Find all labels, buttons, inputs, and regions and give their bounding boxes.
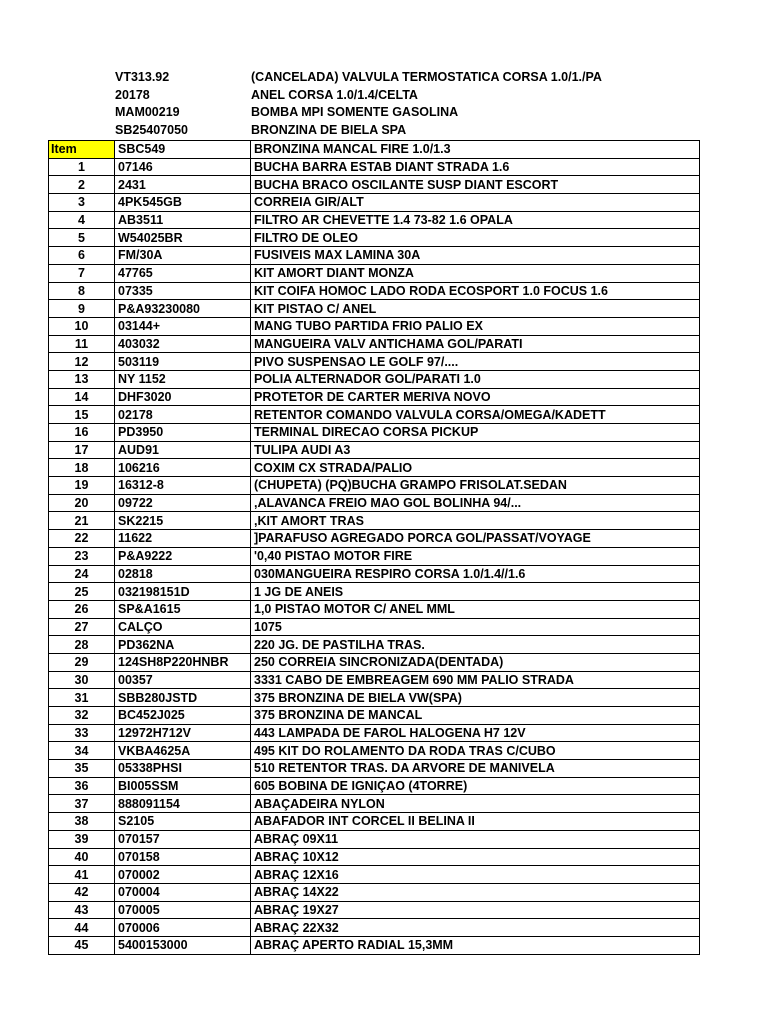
table-row xyxy=(49,919,700,937)
item-number: 4 xyxy=(49,211,115,229)
item-number: 18 xyxy=(49,459,115,477)
part-code: 20178 xyxy=(115,87,150,102)
part-code: CALÇO xyxy=(115,618,251,636)
table-row xyxy=(49,830,700,848)
item-column-header: Item xyxy=(49,141,115,159)
part-code: 032198151D xyxy=(115,583,251,601)
item-number: 27 xyxy=(49,618,115,636)
table-row xyxy=(49,406,700,424)
table-row xyxy=(49,671,700,689)
part-code: BI005SSM xyxy=(115,777,251,795)
table-row xyxy=(49,211,700,229)
item-number: 30 xyxy=(49,671,115,689)
part-description: COXIM CX STRADA/PALIO xyxy=(251,459,700,477)
item-number: 13 xyxy=(49,370,115,388)
table-row xyxy=(49,388,700,406)
part-code: 070004 xyxy=(115,883,251,901)
part-description: 375 BRONZINA DE BIELA VW(SPA) xyxy=(251,689,700,707)
table-row xyxy=(49,317,700,335)
part-code: SBB280JSTD xyxy=(115,689,251,707)
table-row xyxy=(49,229,700,247)
item-number: 32 xyxy=(49,707,115,725)
table-row xyxy=(49,477,700,495)
part-description: ,KIT AMORT TRAS xyxy=(251,512,700,530)
part-description: ABRAÇ 19X27 xyxy=(251,901,700,919)
item-number: 17 xyxy=(49,441,115,459)
table-row xyxy=(49,247,700,265)
part-description: MANGUEIRA VALV ANTICHAMA GOL/PARATI xyxy=(251,335,700,353)
part-description: POLIA ALTERNADOR GOL/PARATI 1.0 xyxy=(251,370,700,388)
part-description: RETENTOR COMANDO VALVULA CORSA/OMEGA/KADETT xyxy=(251,406,700,424)
part-description: (CHUPETA) (PQ)BUCHA GRAMPO FRISOLAT.SEDAN xyxy=(251,477,700,495)
part-code: VT313.92 xyxy=(115,70,170,84)
table-row xyxy=(49,494,700,512)
part-description: '0,40 PISTAO MOTOR FIRE xyxy=(251,547,700,565)
item-number: 44 xyxy=(49,919,115,937)
part-code: 07335 xyxy=(115,282,251,300)
table-row xyxy=(49,353,700,371)
part-description: BUCHA BRACO OSCILANTE SUSP DIANT ESCORT xyxy=(251,176,700,194)
part-description: PIVO SUSPENSAO LE GOLF 97/.... xyxy=(251,353,700,371)
part-code: 070157 xyxy=(115,830,251,848)
table-row xyxy=(49,459,700,477)
table-row xyxy=(49,901,700,919)
part-description: FILTRO AR CHEVETTE 1.4 73-82 1.6 OPALA xyxy=(251,211,700,229)
item-number: 42 xyxy=(49,883,115,901)
item-number: 22 xyxy=(49,530,115,548)
part-description: FILTRO DE OLEO xyxy=(251,229,700,247)
item-number: 1 xyxy=(49,158,115,176)
table-row xyxy=(49,547,700,565)
part-description: ABAFADOR INT CORCEL II BELINA II xyxy=(251,813,700,831)
part-code: AUD91 xyxy=(115,441,251,459)
item-number: 39 xyxy=(49,830,115,848)
item-number: 10 xyxy=(49,317,115,335)
item-number: 43 xyxy=(49,901,115,919)
item-number: 21 xyxy=(49,512,115,530)
item-number: 38 xyxy=(49,813,115,831)
item-number: 33 xyxy=(49,724,115,742)
part-code: 070006 xyxy=(115,919,251,937)
part-description: TULIPA AUDI A3 xyxy=(251,441,700,459)
item-number: 24 xyxy=(49,565,115,583)
item-number: 2 xyxy=(49,176,115,194)
table-row xyxy=(49,424,700,442)
item-number: 37 xyxy=(49,795,115,813)
item-number: 7 xyxy=(49,264,115,282)
part-code: 11622 xyxy=(115,530,251,548)
item-number: 34 xyxy=(49,742,115,760)
part-description: 375 BRONZINA DE MANCAL xyxy=(251,707,700,725)
part-description: ]PARAFUSO AGREGADO PORCA GOL/PASSAT/VOYAGE xyxy=(251,530,700,548)
part-description: ABRAÇ 12X16 xyxy=(251,866,700,884)
part-code: 4PK545GB xyxy=(115,194,251,212)
table-row xyxy=(49,883,700,901)
table-row xyxy=(49,158,700,176)
part-code: NY 1152 xyxy=(115,370,251,388)
item-number: 16 xyxy=(49,424,115,442)
part-description: CORREIA GIR/ALT xyxy=(251,194,700,212)
item-number: 31 xyxy=(49,689,115,707)
part-description: 510 RETENTOR TRAS. DA ARVORE DE MANIVELA xyxy=(251,760,700,778)
part-description: ABRAÇ 09X11 xyxy=(251,830,700,848)
part-description: ABRAÇ 10X12 xyxy=(251,848,700,866)
part-description: MANG TUBO PARTIDA FRIO PALIO EX xyxy=(251,317,700,335)
part-code: 124SH8P220HNBR xyxy=(115,653,251,671)
item-number: 5 xyxy=(49,229,115,247)
part-description: ,ALAVANCA FREIO MAO GOL BOLINHA 94/... xyxy=(251,494,700,512)
part-description: ANEL CORSA 1.0/1.4/CELTA xyxy=(251,87,418,102)
pre-row xyxy=(48,87,700,105)
part-code: SP&A1615 xyxy=(115,600,251,618)
part-code: 47765 xyxy=(115,264,251,282)
part-description: KIT COIFA HOMOC LADO RODA ECOSPORT 1.0 FOCUS 1.6 xyxy=(251,282,700,300)
table-row xyxy=(49,565,700,583)
item-number: 19 xyxy=(49,477,115,495)
item-number: 12 xyxy=(49,353,115,371)
item-number: 36 xyxy=(49,777,115,795)
part-description: 220 JG. DE PASTILHA TRAS. xyxy=(251,636,700,654)
part-code: 070158 xyxy=(115,848,251,866)
part-code: 106216 xyxy=(115,459,251,477)
part-code: S2105 xyxy=(115,813,251,831)
item-number: 14 xyxy=(49,388,115,406)
part-code: 2431 xyxy=(115,176,251,194)
part-description: ABRAÇ 14X22 xyxy=(251,883,700,901)
part-description: FUSIVEIS MAX LAMINA 30A xyxy=(251,247,700,265)
table-row xyxy=(49,689,700,707)
item-number: 6 xyxy=(49,247,115,265)
part-code: 02818 xyxy=(115,565,251,583)
table-row xyxy=(49,335,700,353)
part-code: 00357 xyxy=(115,671,251,689)
item-number: 15 xyxy=(49,406,115,424)
table-header-row xyxy=(49,141,700,159)
part-description: TERMINAL DIRECAO CORSA PICKUP xyxy=(251,424,700,442)
part-code: SB25407050 xyxy=(115,123,188,138)
part-code: W54025BR xyxy=(115,229,251,247)
item-number: 8 xyxy=(49,282,115,300)
part-code: BC452J025 xyxy=(115,707,251,725)
table-row xyxy=(49,264,700,282)
part-description: 3331 CABO DE EMBREAGEM 690 MM PALIO STRADA xyxy=(251,671,700,689)
part-description: KIT PISTAO C/ ANEL xyxy=(251,300,700,318)
part-description: 030MANGUEIRA RESPIRO CORSA 1.0/1.4//1.6 xyxy=(251,565,700,583)
pre-table-rows xyxy=(48,69,700,140)
item-number: 41 xyxy=(49,866,115,884)
part-code: 070002 xyxy=(115,866,251,884)
part-code: MAM00219 xyxy=(115,105,180,120)
table-row xyxy=(49,936,700,954)
table-row xyxy=(49,530,700,548)
part-description: 495 KIT DO ROLAMENTO DA RODA TRAS C/CUBO xyxy=(251,742,700,760)
part-description: ABRAÇ 22X32 xyxy=(251,919,700,937)
item-number: 20 xyxy=(49,494,115,512)
item-number: 45 xyxy=(49,936,115,954)
header-part-code: SBC549 xyxy=(115,141,251,159)
part-description: (CANCELADA) VALVULA TERMOSTATICA CORSA 1.0/1./PA xyxy=(251,70,602,84)
table-row xyxy=(49,636,700,654)
part-code: DHF3020 xyxy=(115,388,251,406)
part-description: ABRAÇ APERTO RADIAL 15,3MM xyxy=(251,936,700,954)
item-number: 35 xyxy=(49,760,115,778)
item-number: 26 xyxy=(49,600,115,618)
table-row xyxy=(49,370,700,388)
parts-table xyxy=(48,140,700,955)
pre-row xyxy=(48,69,700,87)
item-number: 28 xyxy=(49,636,115,654)
part-code: 09722 xyxy=(115,494,251,512)
header-description: BRONZINA MANCAL FIRE 1.0/1.3 xyxy=(251,141,700,159)
pre-row xyxy=(48,104,700,122)
part-code: 02178 xyxy=(115,406,251,424)
part-code: VKBA4625A xyxy=(115,742,251,760)
part-code: 403032 xyxy=(115,335,251,353)
part-code: 070005 xyxy=(115,901,251,919)
table-row xyxy=(49,742,700,760)
table-row xyxy=(49,707,700,725)
part-description: 1,0 PISTAO MOTOR C/ ANEL MML xyxy=(251,600,700,618)
part-code: 03144+ xyxy=(115,317,251,335)
table-row xyxy=(49,441,700,459)
part-description: BOMBA MPI SOMENTE GASOLINA xyxy=(251,105,459,120)
table-row xyxy=(49,848,700,866)
table-row xyxy=(49,777,700,795)
part-code: P&A93230080 xyxy=(115,300,251,318)
part-code: 888091154 xyxy=(115,795,251,813)
part-description: 443 LAMPADA DE FAROL HALOGENA H7 12V xyxy=(251,724,700,742)
table-row xyxy=(49,813,700,831)
part-code: 05338PHSI xyxy=(115,760,251,778)
item-number: 9 xyxy=(49,300,115,318)
part-description: BUCHA BARRA ESTAB DIANT STRADA 1.6 xyxy=(251,158,700,176)
table-row xyxy=(49,653,700,671)
part-code: FM/30A xyxy=(115,247,251,265)
table-row xyxy=(49,795,700,813)
table-row xyxy=(49,300,700,318)
part-code: AB3511 xyxy=(115,211,251,229)
item-number: 29 xyxy=(49,653,115,671)
item-number: 23 xyxy=(49,547,115,565)
table-row xyxy=(49,512,700,530)
item-number: 40 xyxy=(49,848,115,866)
part-description: 250 CORREIA SINCRONIZADA(DENTADA) xyxy=(251,653,700,671)
part-code: P&A9222 xyxy=(115,547,251,565)
part-code: 16312-8 xyxy=(115,477,251,495)
table-row xyxy=(49,282,700,300)
table-row xyxy=(49,618,700,636)
table-row xyxy=(49,724,700,742)
part-code: 5400153000 xyxy=(115,936,251,954)
item-number: 25 xyxy=(49,583,115,601)
part-description: 1075 xyxy=(251,618,700,636)
table-row xyxy=(49,600,700,618)
part-code: PD362NA xyxy=(115,636,251,654)
part-code: 12972H712V xyxy=(115,724,251,742)
part-description: PROTETOR DE CARTER MERIVA NOVO xyxy=(251,388,700,406)
table-row xyxy=(49,866,700,884)
table-row xyxy=(49,194,700,212)
item-number: 11 xyxy=(49,335,115,353)
part-code: SK2215 xyxy=(115,512,251,530)
part-description: 605 BOBINA DE IGNIÇAO (4TORRE) xyxy=(251,777,700,795)
table-row xyxy=(49,760,700,778)
part-description: BRONZINA DE BIELA SPA xyxy=(251,123,407,138)
part-description: ABAÇADEIRA NYLON xyxy=(251,795,700,813)
table-row xyxy=(49,176,700,194)
part-description: KIT AMORT DIANT MONZA xyxy=(251,264,700,282)
part-code: 07146 xyxy=(115,158,251,176)
table-row xyxy=(49,583,700,601)
item-number: 3 xyxy=(49,194,115,212)
part-description: 1 JG DE ANEIS xyxy=(251,583,700,601)
part-code: PD3950 xyxy=(115,424,251,442)
pre-row xyxy=(48,122,700,140)
part-code: 503119 xyxy=(115,353,251,371)
